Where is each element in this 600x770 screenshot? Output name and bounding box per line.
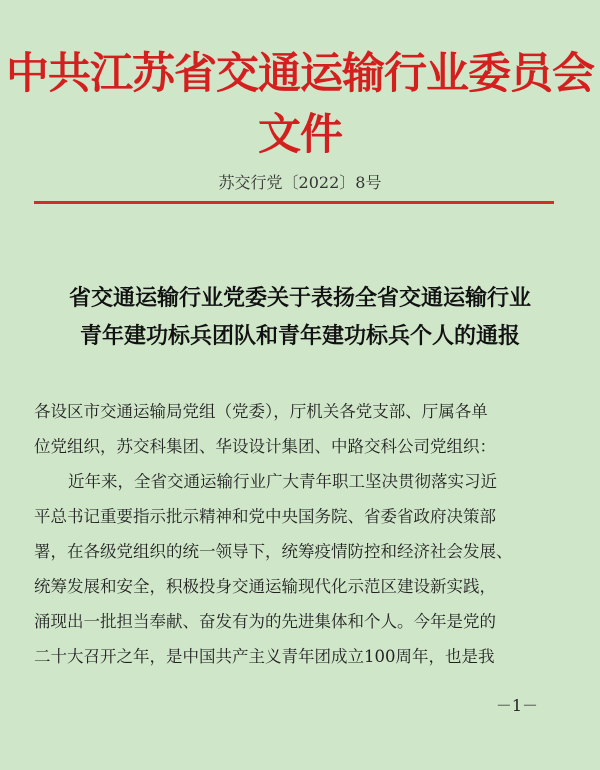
body-line: 涌现出一批担当奉献、奋发有为的先进集体和个人。今年是党的 (34, 612, 496, 631)
body-line: 二十大召开之年，是中国共产主义青年团成立100周年，也是我 (34, 647, 495, 666)
document-number: 苏交行党〔2022〕8号 (218, 173, 382, 192)
body-line: 位党组织，苏交科集团、华设设计集团、中路交科公司党组织： (34, 437, 496, 456)
notice-title-line-1: 省交通运输行业党委关于表扬全省交通运输行业 (68, 286, 531, 311)
body-line: 各设区市交通运输局党组（党委），厅机关各党支部、厅属各单 (34, 402, 488, 421)
body-line: 平总书记重要指示批示精神和党中央国务院、省委省政府决策部 (34, 507, 496, 526)
page-number: －1－ (495, 696, 538, 715)
notice-title-line-2: 青年建功标兵团队和青年建功标兵个人的通报 (79, 324, 520, 349)
notice-title (0, 280, 600, 356)
body-line: 近年来，全省交通运输行业广大青年职工坚决贯彻落实习近 (68, 472, 497, 491)
body-line: 统筹发展和安全，积极投身交通运输现代化示范区建设新实践， (34, 577, 496, 596)
red-divider-line (34, 201, 554, 204)
document-header-title: 中共江苏省交通运输行业委员会文件 (6, 49, 594, 160)
body-line: 署，在各级党组织的统一领导下，统筹疫情防控和经济社会发展、 (34, 542, 513, 561)
notice-body (34, 394, 558, 674)
